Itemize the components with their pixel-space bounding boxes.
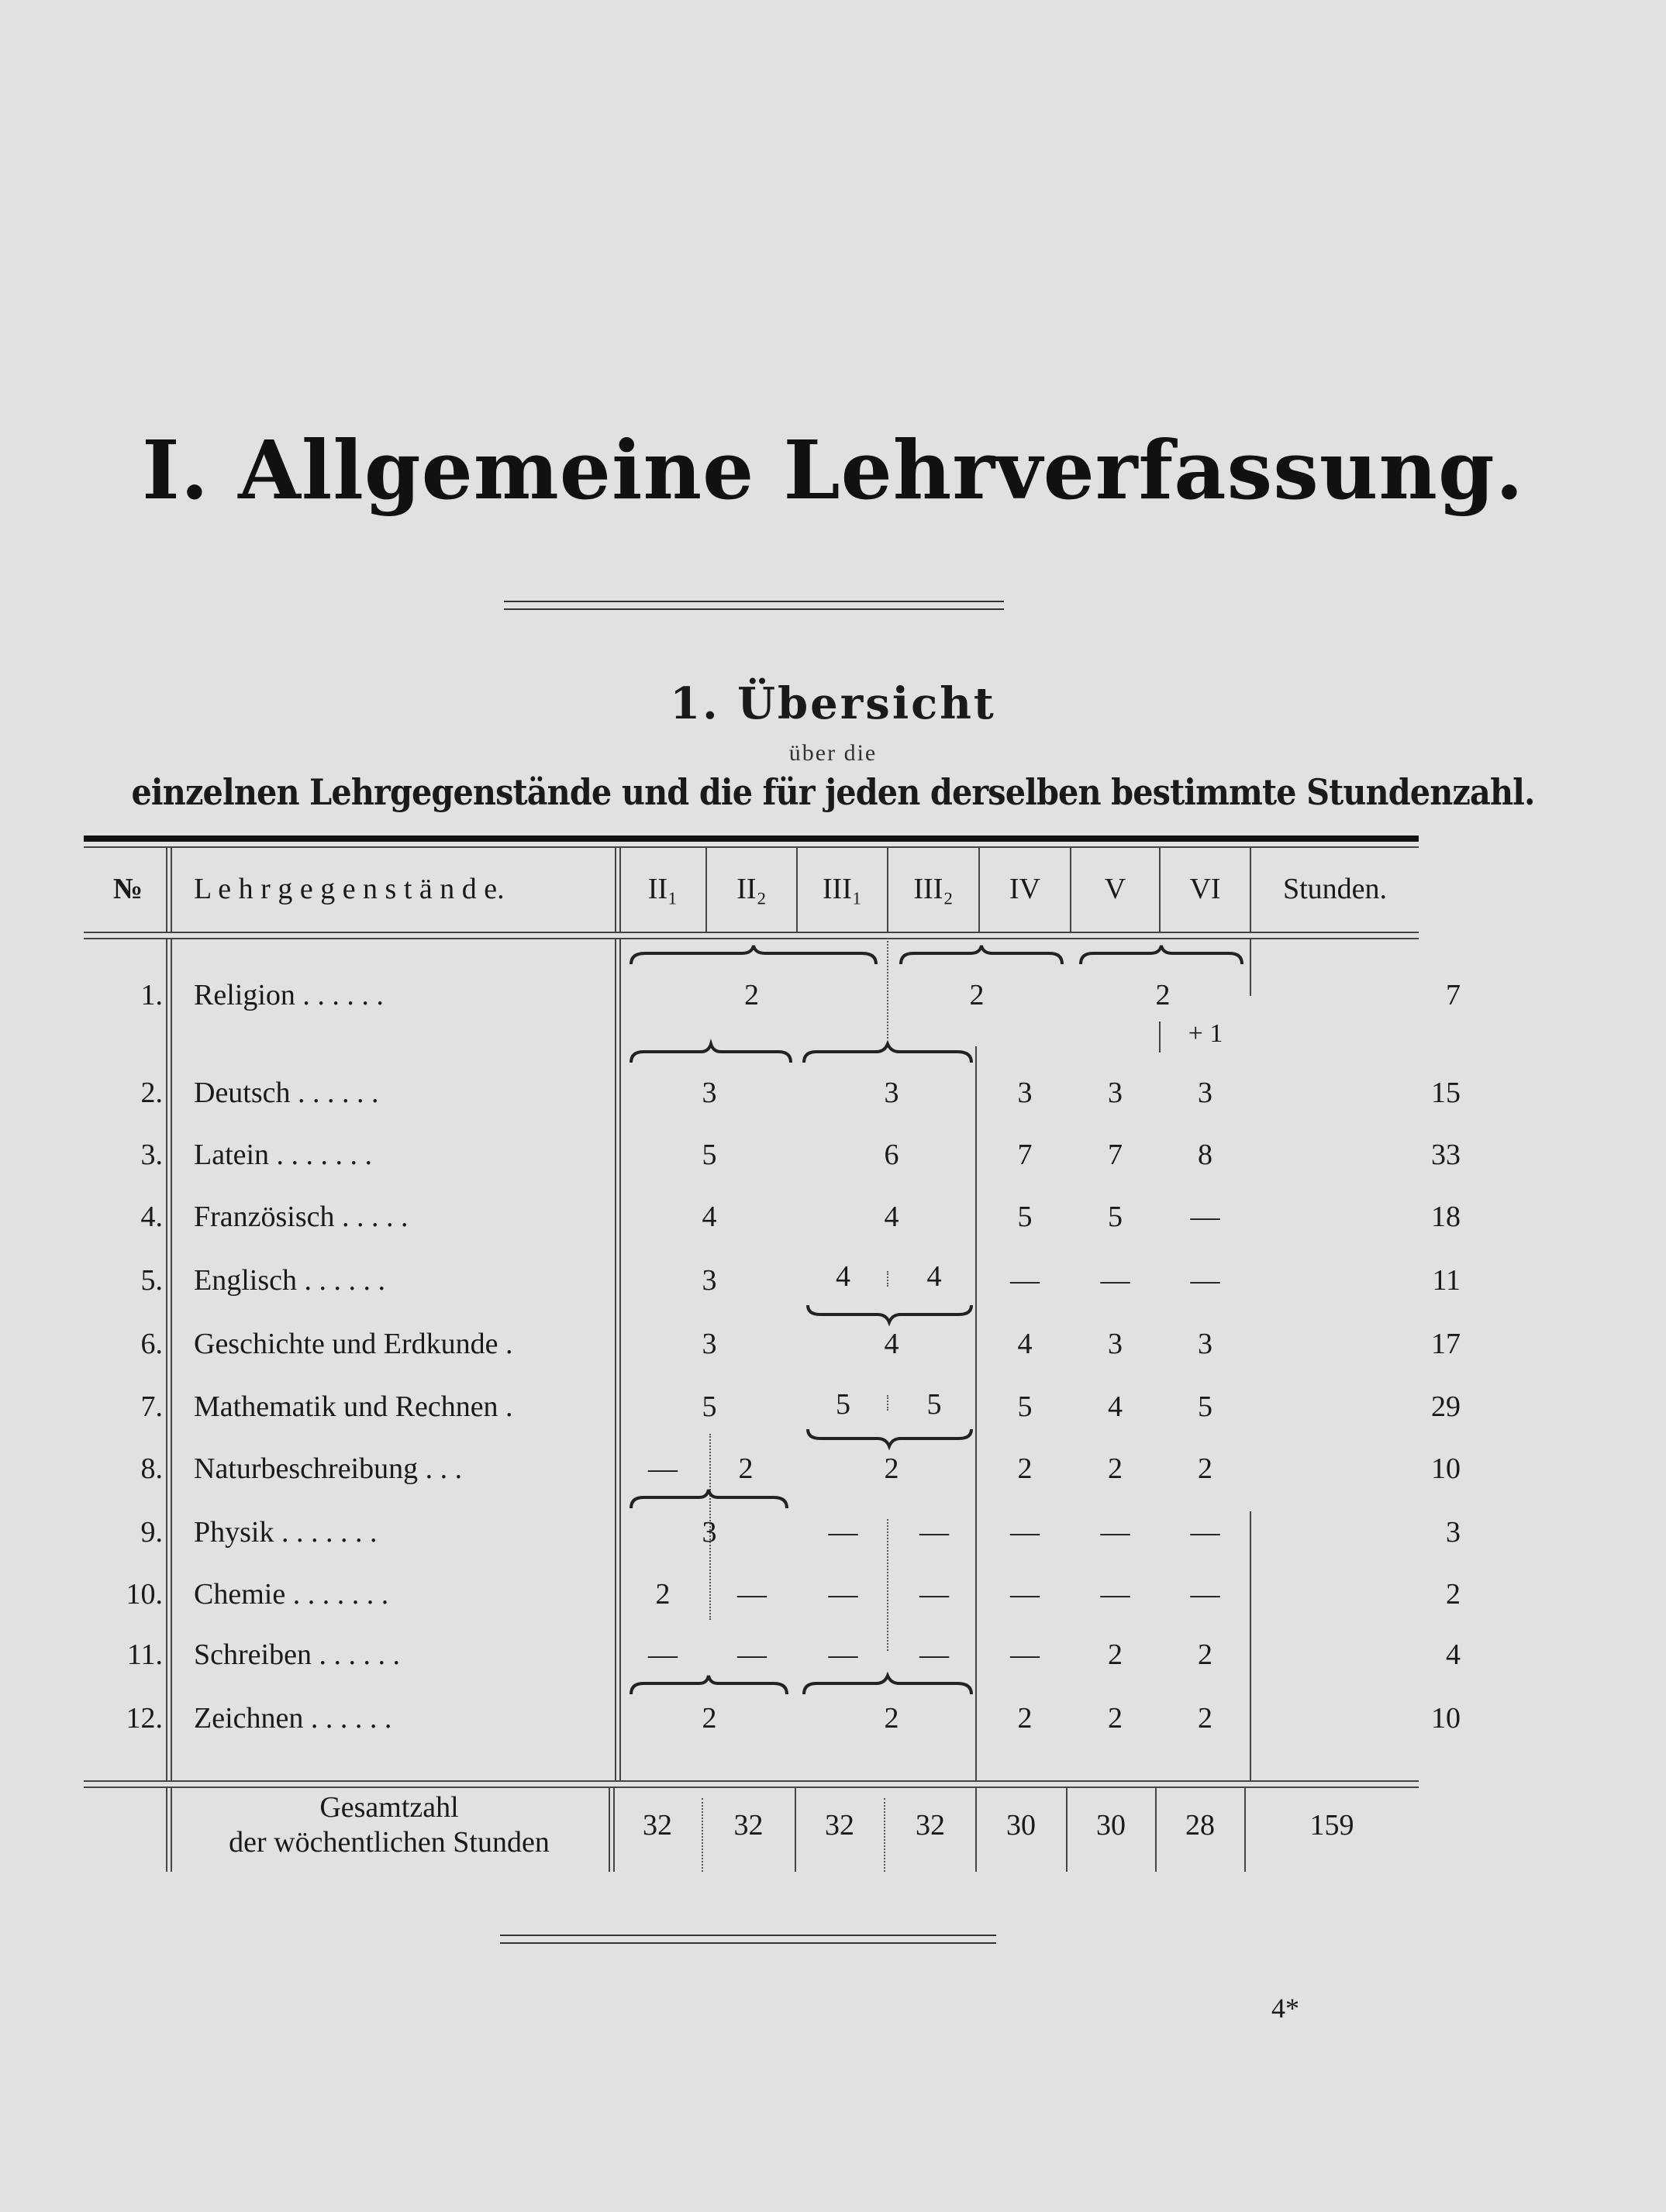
- subject-name: Religion . . . . . .: [194, 979, 384, 1011]
- cell-VI: 3: [1198, 1077, 1212, 1109]
- cell-total: 15: [1431, 1077, 1461, 1109]
- cell-total: 18: [1431, 1201, 1461, 1233]
- cell-II: 3: [702, 1264, 717, 1297]
- cell-V: 5: [1108, 1201, 1123, 1233]
- row-number: 2.: [140, 1077, 163, 1109]
- header-subject: L e h r g e g e n s t ä n d e.: [194, 873, 505, 905]
- header-nr: №: [112, 873, 143, 905]
- cell-III: 4: [884, 1328, 899, 1360]
- brace-II: [629, 1042, 792, 1067]
- cell-IV-VI: 2: [1155, 979, 1171, 1011]
- cell-IV: 2: [1017, 1452, 1033, 1485]
- cell-III2: —: [919, 1516, 949, 1549]
- col-sep: [615, 938, 616, 1780]
- cell-VI-extra: + 1: [1188, 1019, 1223, 1048]
- cell-IV: 2: [1017, 1702, 1033, 1735]
- cell-III: 6: [884, 1139, 899, 1171]
- footer-III2: 32: [916, 1809, 945, 1842]
- header-class-VI: VI: [1189, 873, 1221, 905]
- subject-name: Schreiben . . . . . .: [194, 1638, 400, 1671]
- col-sep-dotted: [702, 1798, 703, 1872]
- cell-total: 10: [1431, 1452, 1461, 1485]
- header-rule: [84, 932, 1419, 933]
- row-number: 3.: [140, 1139, 163, 1171]
- cell-V: 7: [1108, 1139, 1123, 1171]
- row-number: 6.: [140, 1328, 163, 1360]
- cell-II: 3: [702, 1516, 717, 1549]
- cell-VI: 8: [1198, 1139, 1212, 1171]
- subject-name: Deutsch . . . . . .: [194, 1077, 379, 1109]
- footer-III1: 32: [825, 1809, 854, 1842]
- section-description: einzelnen Lehrgegenstände und die für jeden derselben bestimmte Stundenzahl.: [131, 771, 1535, 813]
- col-sep-dotted: [887, 938, 888, 1039]
- cell-total: 2: [1446, 1578, 1461, 1611]
- col-sep: [609, 1786, 610, 1872]
- row-number: 12.: [126, 1702, 163, 1735]
- footer-II2: 32: [733, 1809, 764, 1842]
- col-sep-dotted: [887, 1519, 888, 1651]
- cell-III: 2: [969, 979, 985, 1011]
- cell-V: 2: [1108, 1452, 1123, 1485]
- cell-V: 2: [1108, 1638, 1123, 1671]
- cell-IV: —: [1010, 1578, 1040, 1611]
- cell-V: 3: [1108, 1328, 1123, 1360]
- header-rule-2: [84, 938, 1419, 939]
- cell-III: 4: [884, 1201, 899, 1233]
- col-sep: [1159, 1022, 1161, 1053]
- cell-V: 3: [1108, 1077, 1123, 1109]
- cell-II: 3: [702, 1328, 717, 1360]
- cell-V: 4: [1108, 1390, 1123, 1423]
- cell-II1: —: [648, 1452, 678, 1485]
- cell-total: 33: [1431, 1139, 1461, 1171]
- cell-VI: —: [1190, 1264, 1220, 1297]
- cell-IV: 3: [1017, 1077, 1033, 1109]
- cell-total: 7: [1446, 979, 1461, 1011]
- cell-II1: —: [648, 1638, 678, 1671]
- title-divider: [504, 601, 1004, 610]
- section-subheading: über die: [788, 740, 878, 766]
- cell-III2: 5: [926, 1388, 942, 1421]
- subject-name: Französisch . . . . .: [194, 1201, 409, 1233]
- subject-name: Latein . . . . . . .: [194, 1139, 373, 1171]
- col-sep-dotted: [887, 1271, 888, 1287]
- cell-total: 4: [1446, 1638, 1461, 1671]
- bottom-divider: [500, 1935, 996, 1944]
- cell-IV: —: [1010, 1264, 1040, 1297]
- cell-total: 29: [1431, 1390, 1461, 1423]
- row-number: 9.: [140, 1516, 163, 1549]
- subject-name: Chemie . . . . . . .: [194, 1578, 389, 1611]
- cell-total: 11: [1432, 1264, 1461, 1297]
- cell-IV: 5: [1017, 1201, 1033, 1233]
- cell-VI: —: [1190, 1201, 1220, 1233]
- col-sep-dotted: [884, 1798, 885, 1872]
- header-class-III2: III₂: [913, 873, 954, 905]
- footer-total: 159: [1309, 1809, 1354, 1842]
- cell-III1: —: [828, 1638, 858, 1671]
- brace-III: [806, 1302, 973, 1325]
- col-sep: [166, 846, 167, 932]
- cell-II2: 2: [738, 1452, 754, 1485]
- page-title: I. Allgemeine Lehrverfassung.: [142, 422, 1524, 518]
- brace-III: [899, 944, 1064, 969]
- cell-VI: 2: [1198, 1638, 1212, 1671]
- cell-IV: 7: [1017, 1139, 1033, 1171]
- cell-V: —: [1100, 1516, 1130, 1549]
- cell-II2: —: [737, 1638, 767, 1671]
- row-number: 10.: [126, 1578, 163, 1611]
- cell-III: 3: [884, 1077, 899, 1109]
- cell-total: 3: [1446, 1516, 1461, 1549]
- subject-name: Zeichnen . . . . . .: [194, 1702, 392, 1735]
- footer-IV: 30: [1006, 1809, 1036, 1842]
- table-top-rule: [84, 836, 1419, 842]
- brace-II: [629, 1488, 788, 1513]
- cell-V: —: [1100, 1264, 1130, 1297]
- col-sep: [171, 846, 172, 932]
- row-number: 11.: [126, 1638, 163, 1671]
- footer-rule-2: [84, 1786, 1419, 1788]
- row-number: 5.: [140, 1264, 163, 1297]
- cell-VI: —: [1190, 1578, 1220, 1611]
- brace-IV-VI: [1079, 944, 1243, 969]
- cell-III2: —: [919, 1578, 949, 1611]
- cell-III1: 5: [836, 1388, 850, 1421]
- cell-IV: —: [1010, 1516, 1040, 1549]
- row-number: 7.: [140, 1390, 163, 1423]
- cell-III1: —: [828, 1516, 858, 1549]
- header-class-V: V: [1104, 873, 1126, 905]
- table-top-rule-thin: [84, 846, 1419, 848]
- header-total: Stunden.: [1282, 873, 1388, 905]
- cell-IV: 4: [1017, 1328, 1033, 1360]
- subject-name: Mathematik und Rechnen .: [194, 1390, 513, 1423]
- row-number: 1.: [140, 979, 163, 1011]
- subject-name: Englisch . . . . . .: [194, 1264, 385, 1297]
- cell-VI: 2: [1198, 1452, 1212, 1485]
- header-class-II1: II₁: [647, 873, 678, 905]
- brace-II: [629, 1674, 788, 1699]
- section-heading: 1. Übersicht: [670, 678, 996, 729]
- cell-III1: 4: [836, 1260, 850, 1293]
- cell-II: 5: [702, 1139, 717, 1171]
- footer-II1: 32: [643, 1809, 672, 1842]
- cell-III: 2: [884, 1702, 899, 1735]
- subject-name: Naturbeschreibung . . .: [194, 1452, 463, 1485]
- cell-VI: 2: [1198, 1702, 1212, 1735]
- col-sep: [166, 1786, 167, 1872]
- cell-II: 5: [702, 1390, 717, 1423]
- subject-name: Physik . . . . . . .: [194, 1516, 378, 1549]
- cell-V: —: [1100, 1578, 1130, 1611]
- brace-III: [806, 1426, 973, 1449]
- col-sep-dotted: [887, 1395, 888, 1411]
- brace-II: [629, 944, 878, 969]
- col-sep: [166, 938, 167, 1780]
- cell-II: 2: [744, 979, 759, 1011]
- footer-label-line1: Gesamtzahl: [319, 1791, 459, 1824]
- cell-II: 2: [702, 1702, 717, 1735]
- row-number: 8.: [140, 1452, 163, 1485]
- brace-III: [802, 1674, 973, 1699]
- cell-total: 17: [1431, 1328, 1461, 1360]
- cell-II2: —: [737, 1578, 767, 1611]
- footer-rule: [84, 1780, 1419, 1782]
- header-class-II2: II₂: [736, 873, 767, 905]
- cell-III2: 4: [926, 1260, 942, 1293]
- footer-V: 30: [1096, 1809, 1126, 1842]
- subject-name: Geschichte und Erdkunde .: [194, 1328, 513, 1360]
- row-number: 4.: [140, 1201, 163, 1233]
- col-sep: [171, 938, 172, 1780]
- header-class-IV: IV: [1009, 873, 1041, 905]
- cell-V: 2: [1108, 1702, 1123, 1735]
- cell-VI: —: [1190, 1516, 1220, 1549]
- cell-VI: 3: [1198, 1328, 1212, 1360]
- cell-IV: 5: [1017, 1390, 1033, 1423]
- cell-IV: —: [1010, 1638, 1040, 1671]
- cell-II: 3: [702, 1077, 717, 1109]
- cell-III1: —: [828, 1578, 858, 1611]
- header-class-III1: III₁: [822, 873, 863, 905]
- cell-II1: 2: [655, 1578, 671, 1611]
- cell-total: 10: [1431, 1702, 1461, 1735]
- cell-III: 2: [884, 1452, 899, 1485]
- cell-II: 4: [702, 1201, 717, 1233]
- cell-VI: 5: [1198, 1390, 1212, 1423]
- footer-VI: 28: [1185, 1809, 1215, 1842]
- page-number: 4*: [1271, 1993, 1299, 2024]
- cell-III2: —: [919, 1638, 949, 1671]
- footer-label-line2: der wöchentlichen Stunden: [229, 1826, 550, 1859]
- brace-III: [802, 1042, 973, 1067]
